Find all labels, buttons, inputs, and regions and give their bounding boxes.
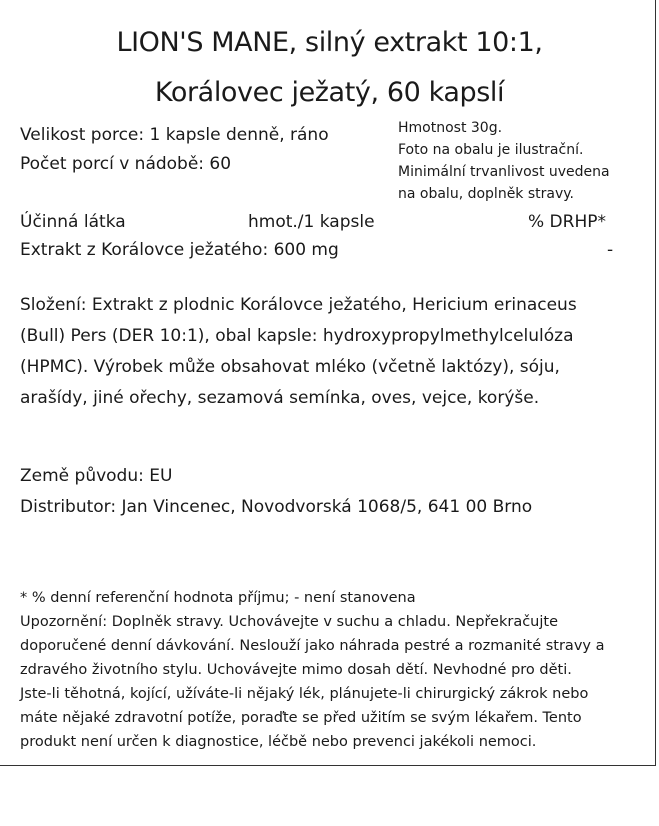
composition-line: arašídy, jiné ořechy, sezamová semínka, oves, vejce, korýše. — [20, 388, 540, 408]
composition-line: (HPMC). Výrobek může obsahovat mléko (včetně laktózy), sóju, — [20, 357, 560, 377]
country-of-origin: Země původu: EU — [20, 466, 173, 486]
serving-size: Velikost porce: 1 kapsle denně, ráno — [20, 125, 329, 145]
warnings-block — [20, 586, 630, 754]
distributor: Distributor: Jan Vincenec, Novodvorská 1068/5, 641 00 Brno — [20, 497, 533, 517]
table-row-extract: Extrakt z Korálovce ježatého: 600 mg — [20, 240, 339, 260]
product-title-line1: LION'S MANE, silný extrakt 10:1, — [116, 27, 543, 58]
warning-line: produkt není určen k diagnostice, léčbě nebo prevenci jakékoli nemoci. — [20, 734, 537, 750]
warning-line: Jste-li těhotná, kojící, užíváte-li nějaký lék, plánujete-li chirurgický zákrok nebo — [20, 686, 589, 702]
footnote: * % denní referenční hodnota příjmu; - není stanovena — [20, 590, 416, 606]
photo-note: Foto na obalu je ilustrační. — [398, 142, 584, 158]
warning-line: zdravého životního stylu. Uchovávejte mimo dosah dětí. Nevhodné pro děti. — [20, 662, 572, 678]
supplement-note: na obalu, doplněk stravy. — [398, 186, 575, 202]
warning-line: Upozornění: Doplněk stravy. Uchovávejte v suchu a chladu. Nepřekračujte — [20, 614, 559, 630]
warning-line: máte nějaké zdravotní potíže, poraďte se před užitím se svým lékařem. Tento — [20, 710, 582, 726]
servings-per-container: Počet porcí v nádobě: 60 — [20, 154, 232, 174]
expiry-note: Minimální trvanlivost uvedena — [398, 164, 610, 180]
composition-line: Složení: Extrakt z plodnic Korálovce ježatého, Hericium erinaceus — [20, 295, 577, 315]
weight-info: Hmotnost 30g. — [398, 120, 503, 136]
table-header-substance: Účinná látka — [20, 212, 126, 232]
product-title-line2: Korálovec ježatý, 60 kapslí — [154, 77, 505, 108]
warning-line: doporučené denní dávkování. Neslouží jako náhrada pestré a rozmanité stravy a — [20, 638, 605, 654]
composition-line: (Bull) Pers (DER 10:1), obal kapsle: hydroxypropylmethylcelulóza — [20, 326, 574, 346]
table-row-drhp-value: - — [607, 240, 614, 260]
table-header-drhp: % DRHP* — [528, 212, 606, 232]
table-header-amount: hmot./1 kapsle — [248, 212, 375, 232]
